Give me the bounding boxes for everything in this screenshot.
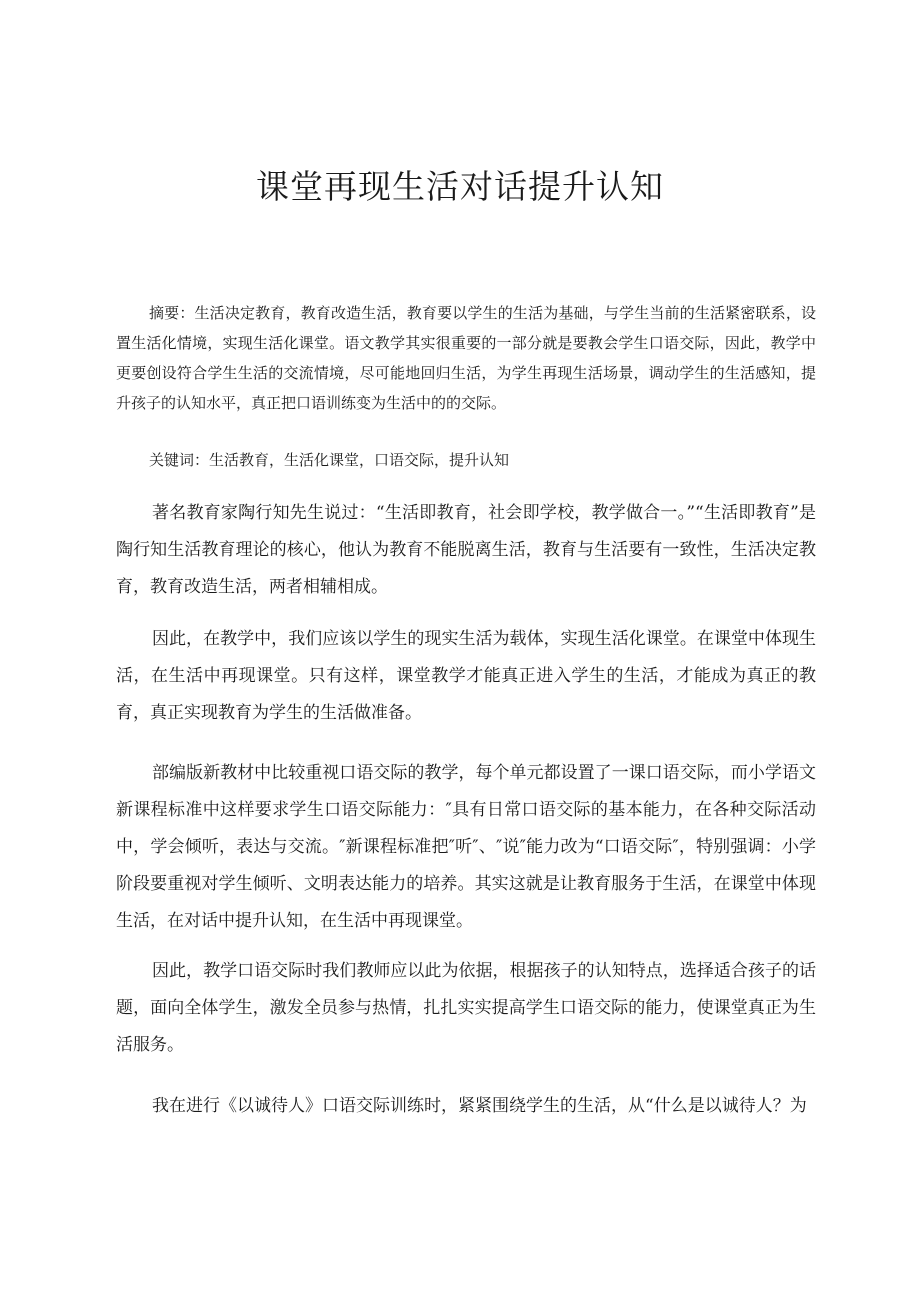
keywords-line: 关键词：生活教育，生活化课堂，口语交际，提升认知 <box>149 451 510 469</box>
body-paragraph-2: 因此，在教学中，我们应该以学生的现实生活为载体，实现生活化课堂。在课堂中体现生活，在生活中再现课堂。只有这样，课堂教学才能真正进入学生的生活，才能成为真正的教育，真正实现教育为学生的生活做准备。 <box>116 629 816 723</box>
body-paragraph-1: 著名教育家陶行知先生说过：“生活即教育，社会即学校，教学做合一。”“生活即教育”是陶行知生活教育理论的核心，他认为教育不能脱离生活，教育与生活要有一致性，生活决定教育，教育改造生活，两者相辅相成。 <box>116 503 816 597</box>
body-paragraph-4: 因此，教学口语交际时我们教师应以此为依据，根据孩子的认知特点，选择适合孩子的话题，面向全体学生，激发全员参与热情，扎扎实实提高学生口语交际的能力，使课堂真正为生活服务。 <box>116 961 816 1055</box>
abstract-paragraph: 摘要：生活决定教育，教育改造生活，教育要以学生的生活为基础，与学生当前的生活紧密联系，设置生活化情境，实现生活化课堂。语文教学其实很重要的一部分就是要教会学生口语交际，因此，教学中更要创设符合学生生活的交流情境，尽可能地回归生活，为学生再现生活场景，调动学生的生活感知，提升孩子的认知水平，真正把口语训练变为生活中的的交际。 <box>116 304 816 412</box>
body-paragraph-3: 部编版新教材中比较重视口语交际的教学，每个单元都设置了一课口语交际，而小学语文新课程标准中这样要求学生口语交际能力：″具有日常口语交际的基本能力，在各种交际活动中，学会倾听，表达与交流。″新课程标准把″听″、″说″能力改为“口语交际″，特别强调：小学阶段要重视对学生倾听、文明表达能力的培养。其实这就是让教育服务于生活，在课堂中体现生活，在对话中提升认知，在生活中再现课堂。 <box>116 763 816 931</box>
body-paragraph-5: 我在进行《以诚待人》口语交际训练时，紧紧围绕学生的生活，从“什么是以诚待人？为 <box>152 1096 807 1116</box>
document-title: 课堂再现生活对话提升认知 <box>256 167 664 206</box>
